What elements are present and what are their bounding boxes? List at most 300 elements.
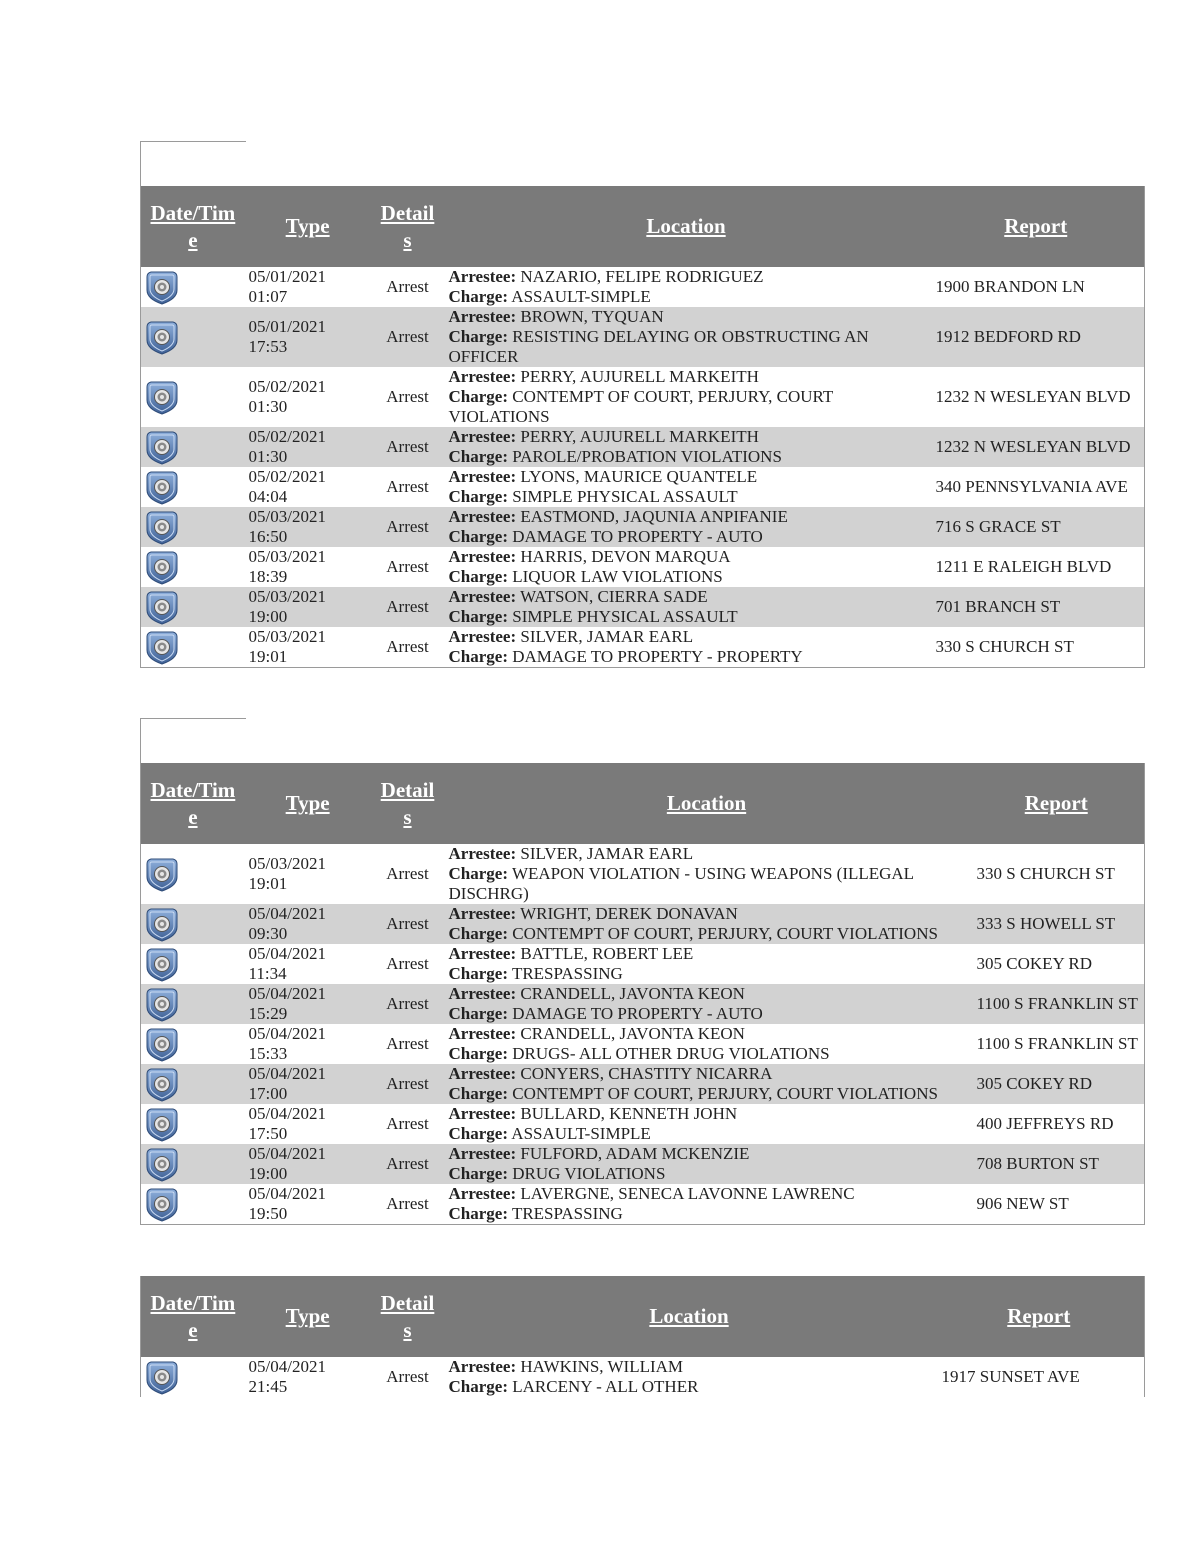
badge-cell[interactable] (141, 1144, 245, 1184)
details-cell (445, 1024, 969, 1064)
arrestee-line (449, 984, 969, 1004)
location-cell: 708 BURTON ST (969, 1144, 1145, 1184)
arrest-table-2 (140, 763, 1145, 1225)
table-row (141, 367, 1145, 427)
type-cell: Arrest (386, 954, 429, 973)
details-cell (445, 547, 928, 587)
arrestee-name: BROWN, TYQUAN (520, 307, 664, 326)
location-cell: 1900 BRANDON LN (935, 277, 1085, 296)
charge-label: Charge: (448, 1164, 508, 1183)
details-cell (445, 367, 928, 427)
badge-cell[interactable] (141, 307, 245, 367)
charge-line (449, 487, 928, 507)
location-cell: 1100 S FRANKLIN ST (969, 984, 1145, 1024)
table-row (141, 587, 1145, 627)
arrest-date: 05/04/2021 (248, 1064, 326, 1083)
charge-label: Charge: (448, 487, 508, 506)
details-cell (445, 1357, 934, 1397)
arrest-date: 05/02/2021 (248, 427, 326, 446)
table-header (141, 1276, 1145, 1357)
badge-cell[interactable] (141, 467, 245, 507)
type-cell: Arrest (371, 904, 445, 944)
arrest-time: 15:33 (248, 1044, 288, 1063)
badge-cell[interactable] (141, 627, 245, 668)
police-badge-icon[interactable] (143, 1065, 181, 1103)
datetime-cell (245, 1184, 371, 1225)
datetime-cell (245, 844, 371, 904)
details-cell (445, 467, 928, 507)
table-header (141, 763, 1145, 844)
location-cell: 330 S CHURCH ST (935, 637, 1074, 656)
location-cell: 305 COKEY RD (976, 954, 1093, 973)
arrest-date: 05/03/2021 (248, 587, 326, 606)
arrestee-label: Arrestee: (448, 267, 517, 286)
header-datetime[interactable]: Date/Tim e (150, 1290, 236, 1342)
arrest-time: 01:30 (248, 447, 288, 466)
details-cell (445, 507, 928, 547)
datetime-cell (245, 547, 371, 587)
police-badge-icon[interactable] (143, 468, 181, 506)
table-row (141, 1024, 1145, 1064)
police-badge-icon[interactable] (143, 508, 181, 546)
arrestee-label: Arrestee: (448, 844, 517, 863)
arrestee-line (449, 1104, 969, 1124)
header-details[interactable]: Detail s (371, 1276, 445, 1357)
table-header (141, 186, 1145, 267)
charge-label: Charge: (448, 1084, 508, 1103)
location-cell: 906 NEW ST (976, 1194, 1069, 1213)
details-cell (445, 1064, 969, 1104)
arrestee-name: CONYERS, CHASTITY NICARRA (520, 1064, 773, 1083)
arrestee-name: CRANDELL, JAVONTA KEON (520, 984, 745, 1003)
arrestee-line (449, 1024, 969, 1044)
charge-label: Charge: (448, 607, 508, 626)
police-badge-icon[interactable] (143, 1025, 181, 1063)
datetime-cell (245, 307, 371, 367)
datetime-cell (245, 1104, 371, 1144)
arrestee-label: Arrestee: (448, 587, 517, 606)
police-badge-icon[interactable] (143, 1185, 181, 1223)
arrestee-line (449, 507, 928, 527)
table-row (141, 904, 1145, 944)
badge-cell[interactable] (141, 984, 245, 1024)
header-type[interactable]: Type (285, 791, 330, 815)
badge-cell[interactable] (141, 1064, 245, 1104)
police-badge-icon[interactable] (143, 1358, 181, 1396)
charge-line (449, 647, 928, 667)
arrest-log-section-3 (140, 1276, 1144, 1397)
datetime-cell (245, 1024, 371, 1064)
arrestee-line (449, 547, 928, 567)
charge-label: Charge: (448, 1004, 508, 1023)
arrest-date: 05/03/2021 (248, 627, 326, 646)
table-row (141, 547, 1145, 587)
arrestee-line (449, 627, 928, 647)
arrest-log-section-2 (140, 718, 1144, 1225)
charge-text: ASSAULT-SIMPLE (511, 1124, 651, 1143)
arrest-date: 05/01/2021 (248, 267, 326, 286)
police-badge-icon[interactable] (143, 855, 181, 893)
arrestee-name: FULFORD, ADAM MCKENZIE (520, 1144, 750, 1163)
charge-text: PAROLE/PROBATION VIOLATIONS (512, 447, 782, 466)
arrest-log-section-1 (140, 141, 1144, 668)
police-badge-icon[interactable] (143, 428, 181, 466)
table-row (141, 627, 1145, 668)
badge-cell[interactable] (141, 587, 245, 627)
arrest-time: 11:34 (248, 964, 287, 983)
details-cell (445, 904, 969, 944)
arrest-date: 05/03/2021 (248, 854, 326, 873)
arrest-time: 01:07 (248, 287, 288, 306)
charge-text: CONTEMPT OF COURT, PERJURY, COURT VIOLATIONS (512, 1084, 938, 1103)
arrest-time: 19:01 (248, 647, 288, 666)
table-row (141, 507, 1145, 547)
datetime-cell (245, 267, 371, 307)
details-cell (445, 944, 969, 984)
details-cell (445, 1184, 969, 1225)
tab-stub (140, 718, 246, 763)
charge-line (449, 1084, 969, 1104)
charge-label: Charge: (448, 447, 508, 466)
charge-label: Charge: (448, 527, 508, 546)
charge-text: TRESPASSING (511, 1204, 623, 1223)
arrestee-name: WATSON, CIERRA SADE (520, 587, 708, 606)
type-cell: Arrest (386, 864, 429, 883)
header-location[interactable]: Location (445, 1276, 934, 1357)
arrestee-name: CRANDELL, JAVONTA KEON (520, 1024, 745, 1043)
badge-cell[interactable] (141, 1104, 245, 1144)
badge-cell[interactable] (141, 944, 245, 984)
header-type[interactable]: Type (285, 1304, 330, 1328)
charge-text: DRUGS- ALL OTHER DRUG VIOLATIONS (512, 1044, 830, 1063)
location-cell: 1912 BEDFORD RD (928, 307, 1145, 367)
arrestee-label: Arrestee: (448, 984, 517, 1003)
datetime-cell (245, 904, 371, 944)
badge-cell[interactable] (141, 1024, 245, 1064)
datetime-cell (245, 944, 371, 984)
details-cell (445, 1104, 969, 1144)
arrestee-name: BATTLE, ROBERT LEE (520, 944, 694, 963)
details-cell (445, 307, 928, 367)
arrestee-name: EASTMOND, JAQUNIA ANPIFANIE (520, 507, 788, 526)
arrestee-name: SILVER, JAMAR EARL (520, 627, 694, 646)
type-cell: Arrest (386, 1114, 429, 1133)
arrest-date: 05/04/2021 (248, 904, 326, 923)
arrest-date: 05/04/2021 (248, 944, 326, 963)
arrestee-label: Arrestee: (448, 1064, 517, 1083)
arrest-table-3 (140, 1276, 1145, 1397)
arrest-time: 17:00 (248, 1084, 288, 1103)
badge-cell[interactable] (141, 547, 245, 587)
charge-text: LARCENY - ALL OTHER (512, 1377, 699, 1396)
charge-label: Charge: (448, 1204, 508, 1223)
badge-cell[interactable] (141, 427, 245, 467)
arrest-time: 01:30 (248, 397, 288, 416)
arrestee-name: NAZARIO, FELIPE RODRIGUEZ (520, 267, 764, 286)
badge-cell[interactable] (141, 844, 245, 904)
arrest-time: 19:01 (248, 874, 288, 893)
datetime-cell (245, 587, 371, 627)
arrestee-name: SILVER, JAMAR EARL (520, 844, 694, 863)
police-badge-icon[interactable] (143, 1145, 181, 1183)
police-badge-icon[interactable] (143, 318, 181, 356)
arrestee-name: PERRY, AUJURELL MARKEITH (520, 427, 759, 446)
table-row (141, 1184, 1145, 1225)
arrestee-line (449, 427, 928, 447)
header-report[interactable]: Report (928, 186, 1145, 267)
type-cell: Arrest (371, 307, 445, 367)
arrestee-label: Arrestee: (448, 547, 517, 566)
arrest-date: 05/04/2021 (248, 1184, 326, 1203)
police-badge-icon[interactable] (143, 905, 181, 943)
police-badge-icon[interactable] (143, 628, 181, 666)
police-badge-icon[interactable] (143, 985, 181, 1023)
header-datetime[interactable]: Date/Tim e (150, 777, 236, 829)
arrest-date: 05/04/2021 (248, 1357, 326, 1376)
arrestee-label: Arrestee: (448, 944, 517, 963)
charge-text: ASSAULT-SIMPLE (511, 287, 651, 306)
charge-text: LIQUOR LAW VIOLATIONS (512, 567, 723, 586)
arrestee-label: Arrestee: (448, 467, 517, 486)
charge-label: Charge: (448, 1124, 508, 1143)
arrestee-line (449, 1184, 969, 1204)
arrest-time: 17:50 (248, 1124, 288, 1143)
datetime-cell (245, 427, 371, 467)
arrestee-line (449, 1064, 969, 1084)
location-cell: 330 S CHURCH ST (976, 864, 1115, 883)
details-cell (445, 427, 928, 467)
arrestee-label: Arrestee: (448, 427, 517, 446)
charge-label: Charge: (448, 287, 508, 306)
arrest-time: 16:50 (248, 527, 288, 546)
police-badge-icon[interactable] (143, 1105, 181, 1143)
datetime-cell (245, 1144, 371, 1184)
details-cell (445, 1144, 969, 1184)
type-cell: Arrest (371, 507, 445, 547)
charge-text: CONTEMPT OF COURT, PERJURY, COURT VIOLATIONS (512, 924, 938, 943)
table-row (141, 1144, 1145, 1184)
charge-line (449, 1004, 969, 1024)
type-cell: Arrest (386, 277, 429, 296)
arrestee-line (449, 944, 969, 964)
arrestee-line (449, 367, 928, 387)
arrestee-name: PERRY, AUJURELL MARKEITH (520, 367, 759, 386)
location-cell: 305 COKEY RD (969, 1064, 1145, 1104)
arrest-date: 05/03/2021 (248, 507, 326, 526)
header-details[interactable]: Detail s (371, 186, 445, 267)
header-report[interactable]: Report (969, 763, 1145, 844)
table-row (141, 1357, 1145, 1397)
police-badge-icon[interactable] (143, 548, 181, 586)
charge-line (449, 607, 928, 627)
charge-line (449, 527, 928, 547)
badge-cell[interactable] (141, 1357, 245, 1397)
arrestee-label: Arrestee: (448, 507, 517, 526)
charge-text: SIMPLE PHYSICAL ASSAULT (512, 607, 738, 626)
charge-label: Charge: (448, 864, 508, 883)
charge-label: Charge: (448, 1044, 508, 1063)
arrest-time: 17:53 (248, 337, 288, 356)
arrest-time: 19:50 (248, 1204, 288, 1223)
details-cell (445, 587, 928, 627)
charge-text: DAMAGE TO PROPERTY - AUTO (512, 527, 763, 546)
arrest-date: 05/02/2021 (248, 377, 326, 396)
type-cell: Arrest (371, 984, 445, 1024)
charge-label: Charge: (448, 964, 508, 983)
type-cell: Arrest (386, 557, 429, 576)
table-row (141, 1104, 1145, 1144)
header-report[interactable]: Report (934, 1276, 1145, 1357)
charge-text: DAMAGE TO PROPERTY - AUTO (512, 1004, 763, 1023)
charge-line (449, 1044, 969, 1064)
charge-label: Charge: (448, 1377, 508, 1396)
arrestee-line (449, 1144, 969, 1164)
badge-cell[interactable] (141, 1184, 245, 1225)
police-badge-icon[interactable] (143, 588, 181, 626)
arrestee-line (449, 587, 928, 607)
type-cell: Arrest (386, 1367, 429, 1386)
table-row (141, 307, 1145, 367)
arrest-date: 05/02/2021 (248, 467, 326, 486)
charge-text: DAMAGE TO PROPERTY - PROPERTY (512, 647, 803, 666)
table-row (141, 467, 1145, 507)
datetime-cell (245, 507, 371, 547)
details-cell (445, 984, 969, 1024)
arrestee-label: Arrestee: (448, 1024, 517, 1043)
type-cell: Arrest (386, 387, 429, 406)
arrestee-label: Arrestee: (448, 1144, 517, 1163)
arrest-time: 09:30 (248, 924, 288, 943)
table-row (141, 844, 1145, 904)
arrestee-label: Arrestee: (448, 1104, 517, 1123)
tab-stub (140, 141, 246, 186)
charge-line (449, 924, 969, 944)
table-body (141, 1357, 1145, 1397)
location-cell: 340 PENNSYLVANIA AVE (935, 477, 1128, 496)
charge-line (449, 387, 928, 427)
badge-cell[interactable] (141, 507, 245, 547)
table-row (141, 944, 1145, 984)
table-body (141, 844, 1145, 1225)
arrestee-name: WRIGHT, DEREK DONAVAN (520, 904, 738, 923)
charge-text: SIMPLE PHYSICAL ASSAULT (512, 487, 738, 506)
arrest-date: 05/04/2021 (248, 1104, 326, 1123)
badge-cell[interactable] (141, 367, 245, 427)
arrest-date: 05/04/2021 (248, 1024, 326, 1043)
datetime-cell (245, 984, 371, 1024)
charge-text: DRUG VIOLATIONS (512, 1164, 666, 1183)
badge-cell[interactable] (141, 267, 245, 307)
arrest-time: 19:00 (248, 1164, 288, 1183)
police-badge-icon[interactable] (143, 378, 181, 416)
details-cell (445, 627, 928, 668)
header-details[interactable]: Detail s (371, 763, 445, 844)
type-cell: Arrest (371, 427, 445, 467)
header-type[interactable]: Type (285, 214, 330, 238)
datetime-cell (245, 467, 371, 507)
badge-cell[interactable] (141, 904, 245, 944)
details-cell (445, 844, 969, 904)
table-row (141, 427, 1145, 467)
location-cell: 701 BRANCH ST (928, 587, 1145, 627)
charge-line (449, 864, 969, 904)
arrestee-line (449, 1357, 934, 1377)
arrestee-line (449, 267, 928, 287)
charge-line (449, 287, 928, 307)
arrest-date: 05/04/2021 (248, 1144, 326, 1163)
arrestee-label: Arrestee: (448, 1357, 517, 1376)
arrest-time: 19:00 (248, 607, 288, 626)
table-row (141, 1064, 1145, 1104)
arrestee-name: HAWKINS, WILLIAM (520, 1357, 684, 1376)
location-cell: 1232 N WESLEYAN BLVD (935, 387, 1131, 406)
datetime-cell (245, 367, 371, 427)
arrestee-label: Arrestee: (448, 627, 517, 646)
arrestee-label: Arrestee: (448, 307, 517, 326)
location-cell: 1917 SUNSET AVE (941, 1367, 1080, 1386)
header-cell-datetime-type (141, 763, 371, 844)
police-badge-icon[interactable] (143, 268, 181, 306)
location-cell: 1232 N WESLEYAN BLVD (928, 427, 1145, 467)
charge-label: Charge: (448, 567, 508, 586)
charge-line (449, 567, 928, 587)
charge-label: Charge: (448, 387, 508, 406)
charge-line (449, 1124, 969, 1144)
arrestee-label: Arrestee: (448, 1184, 517, 1203)
datetime-cell (245, 1357, 371, 1397)
table-row (141, 984, 1145, 1024)
charge-line (449, 1164, 969, 1184)
arrest-time: 04:04 (248, 487, 288, 506)
charge-label: Charge: (448, 327, 508, 346)
header-datetime[interactable]: Date/Tim e (150, 200, 236, 252)
charge-line (449, 327, 928, 367)
arrest-date: 05/03/2021 (248, 547, 326, 566)
arrest-time: 21:45 (248, 1377, 288, 1396)
charge-line (449, 447, 928, 467)
arrestee-line (449, 467, 928, 487)
location-cell: 400 JEFFREYS RD (976, 1114, 1114, 1133)
charge-label: Charge: (448, 647, 508, 666)
type-cell: Arrest (386, 477, 429, 496)
header-cell-datetime-type (141, 186, 371, 267)
table-body (141, 267, 1145, 668)
arrestee-line (449, 307, 928, 327)
type-cell: Arrest (386, 1194, 429, 1213)
arrest-date: 05/04/2021 (248, 984, 326, 1003)
arrest-time: 18:39 (248, 567, 288, 586)
type-cell: Arrest (371, 1144, 445, 1184)
charge-text: TRESPASSING (511, 964, 623, 983)
charge-line (449, 1377, 934, 1397)
header-location[interactable]: Location (445, 763, 969, 844)
charge-line (449, 1204, 969, 1224)
police-badge-icon[interactable] (143, 945, 181, 983)
location-cell: 716 S GRACE ST (928, 507, 1145, 547)
type-cell: Arrest (371, 587, 445, 627)
header-location[interactable]: Location (445, 186, 928, 267)
charge-label: Charge: (448, 924, 508, 943)
charge-text: RESISTING DELAYING OR OBSTRUCTING AN OFFICER (448, 327, 869, 366)
type-cell: Arrest (386, 637, 429, 656)
arrestee-name: LYONS, MAURICE QUANTELE (520, 467, 758, 486)
arrestee-label: Arrestee: (448, 367, 517, 386)
type-cell: Arrest (371, 1064, 445, 1104)
charge-line (449, 964, 969, 984)
arrestee-line (449, 904, 969, 924)
arrest-table-1 (140, 186, 1145, 668)
datetime-cell (245, 1064, 371, 1104)
